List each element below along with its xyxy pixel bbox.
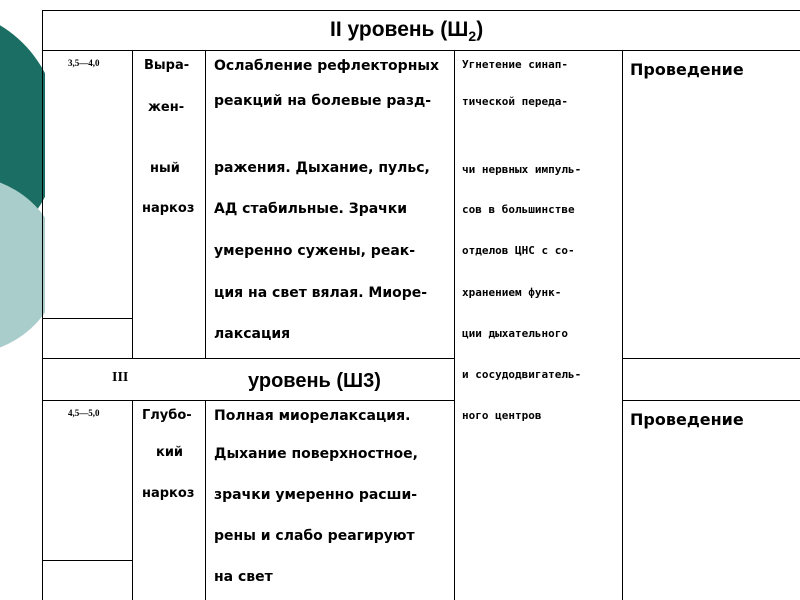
signs-line: ражения. Дыхание, пульс, <box>214 160 430 176</box>
mechanism-line: Угнетение синап- <box>462 58 568 71</box>
signs-line: зрачки умеренно расши- <box>214 487 418 503</box>
mechanism-line: и сосудодвигатель- <box>462 368 582 381</box>
signs-line: рены и слабо реагируют <box>214 528 415 544</box>
signs-line: ция на свет вялая. Миоре- <box>214 285 428 301</box>
table-border-left <box>42 10 43 600</box>
mechanism-line: чи нервных импуль- <box>462 163 582 176</box>
signs-line: Дыхание поверхностное, <box>214 446 418 462</box>
signs-line: АД стабильные. Зрачки <box>214 201 408 217</box>
row-divider <box>622 400 800 401</box>
row-divider <box>42 50 800 51</box>
name-line: ный <box>150 161 180 176</box>
name-line: Глубо- <box>142 408 192 423</box>
signs-line: умеренно сужены, реак- <box>214 243 416 259</box>
mechanism-line: отделов ЦНС с со- <box>462 244 575 257</box>
row-divider <box>42 358 454 359</box>
column-divider <box>454 50 455 600</box>
mechanism-line: ного центров <box>462 409 542 422</box>
level2-action: Проведение <box>630 60 744 79</box>
level3-title: уровень (Ш3) <box>248 370 381 392</box>
signs-line: на свет <box>214 569 273 585</box>
level3-range: 4,5—5,0 <box>68 408 100 418</box>
signs-line: лаксация <box>214 326 291 342</box>
name-line: жен- <box>148 100 185 115</box>
mechanism-line: сов в большинстве <box>462 203 575 216</box>
level3-action: Проведение <box>630 410 744 429</box>
signs-line: реакций на болевые разд- <box>214 93 432 109</box>
mechanism-line: хранением функ- <box>462 286 562 299</box>
mechanism-line: тической переда- <box>462 95 568 108</box>
name-line: наркоз <box>142 486 195 501</box>
mechanism-line: ции дыхательного <box>462 327 568 340</box>
level3-roman-numeral: III <box>112 370 129 385</box>
name-line: кий <box>156 445 184 460</box>
column-divider <box>132 50 133 358</box>
row-divider <box>42 400 454 401</box>
column-divider <box>622 50 623 600</box>
level2-title: II уровень $(Ш_2)$ <box>330 18 484 44</box>
name-line: Выра- <box>144 58 190 73</box>
row-divider <box>622 358 800 359</box>
name-line: наркоз <box>142 201 195 216</box>
column-divider <box>132 400 133 600</box>
row-divider <box>42 318 132 319</box>
column-divider <box>205 50 206 358</box>
level2-range: 3,5—4,0 <box>68 58 100 68</box>
row-divider <box>42 560 132 561</box>
signs-line: Полная миорелаксация. <box>214 408 411 424</box>
signs-line: Ослабление рефлекторных <box>214 58 440 74</box>
column-divider <box>205 400 206 600</box>
table-border-top <box>42 10 800 11</box>
